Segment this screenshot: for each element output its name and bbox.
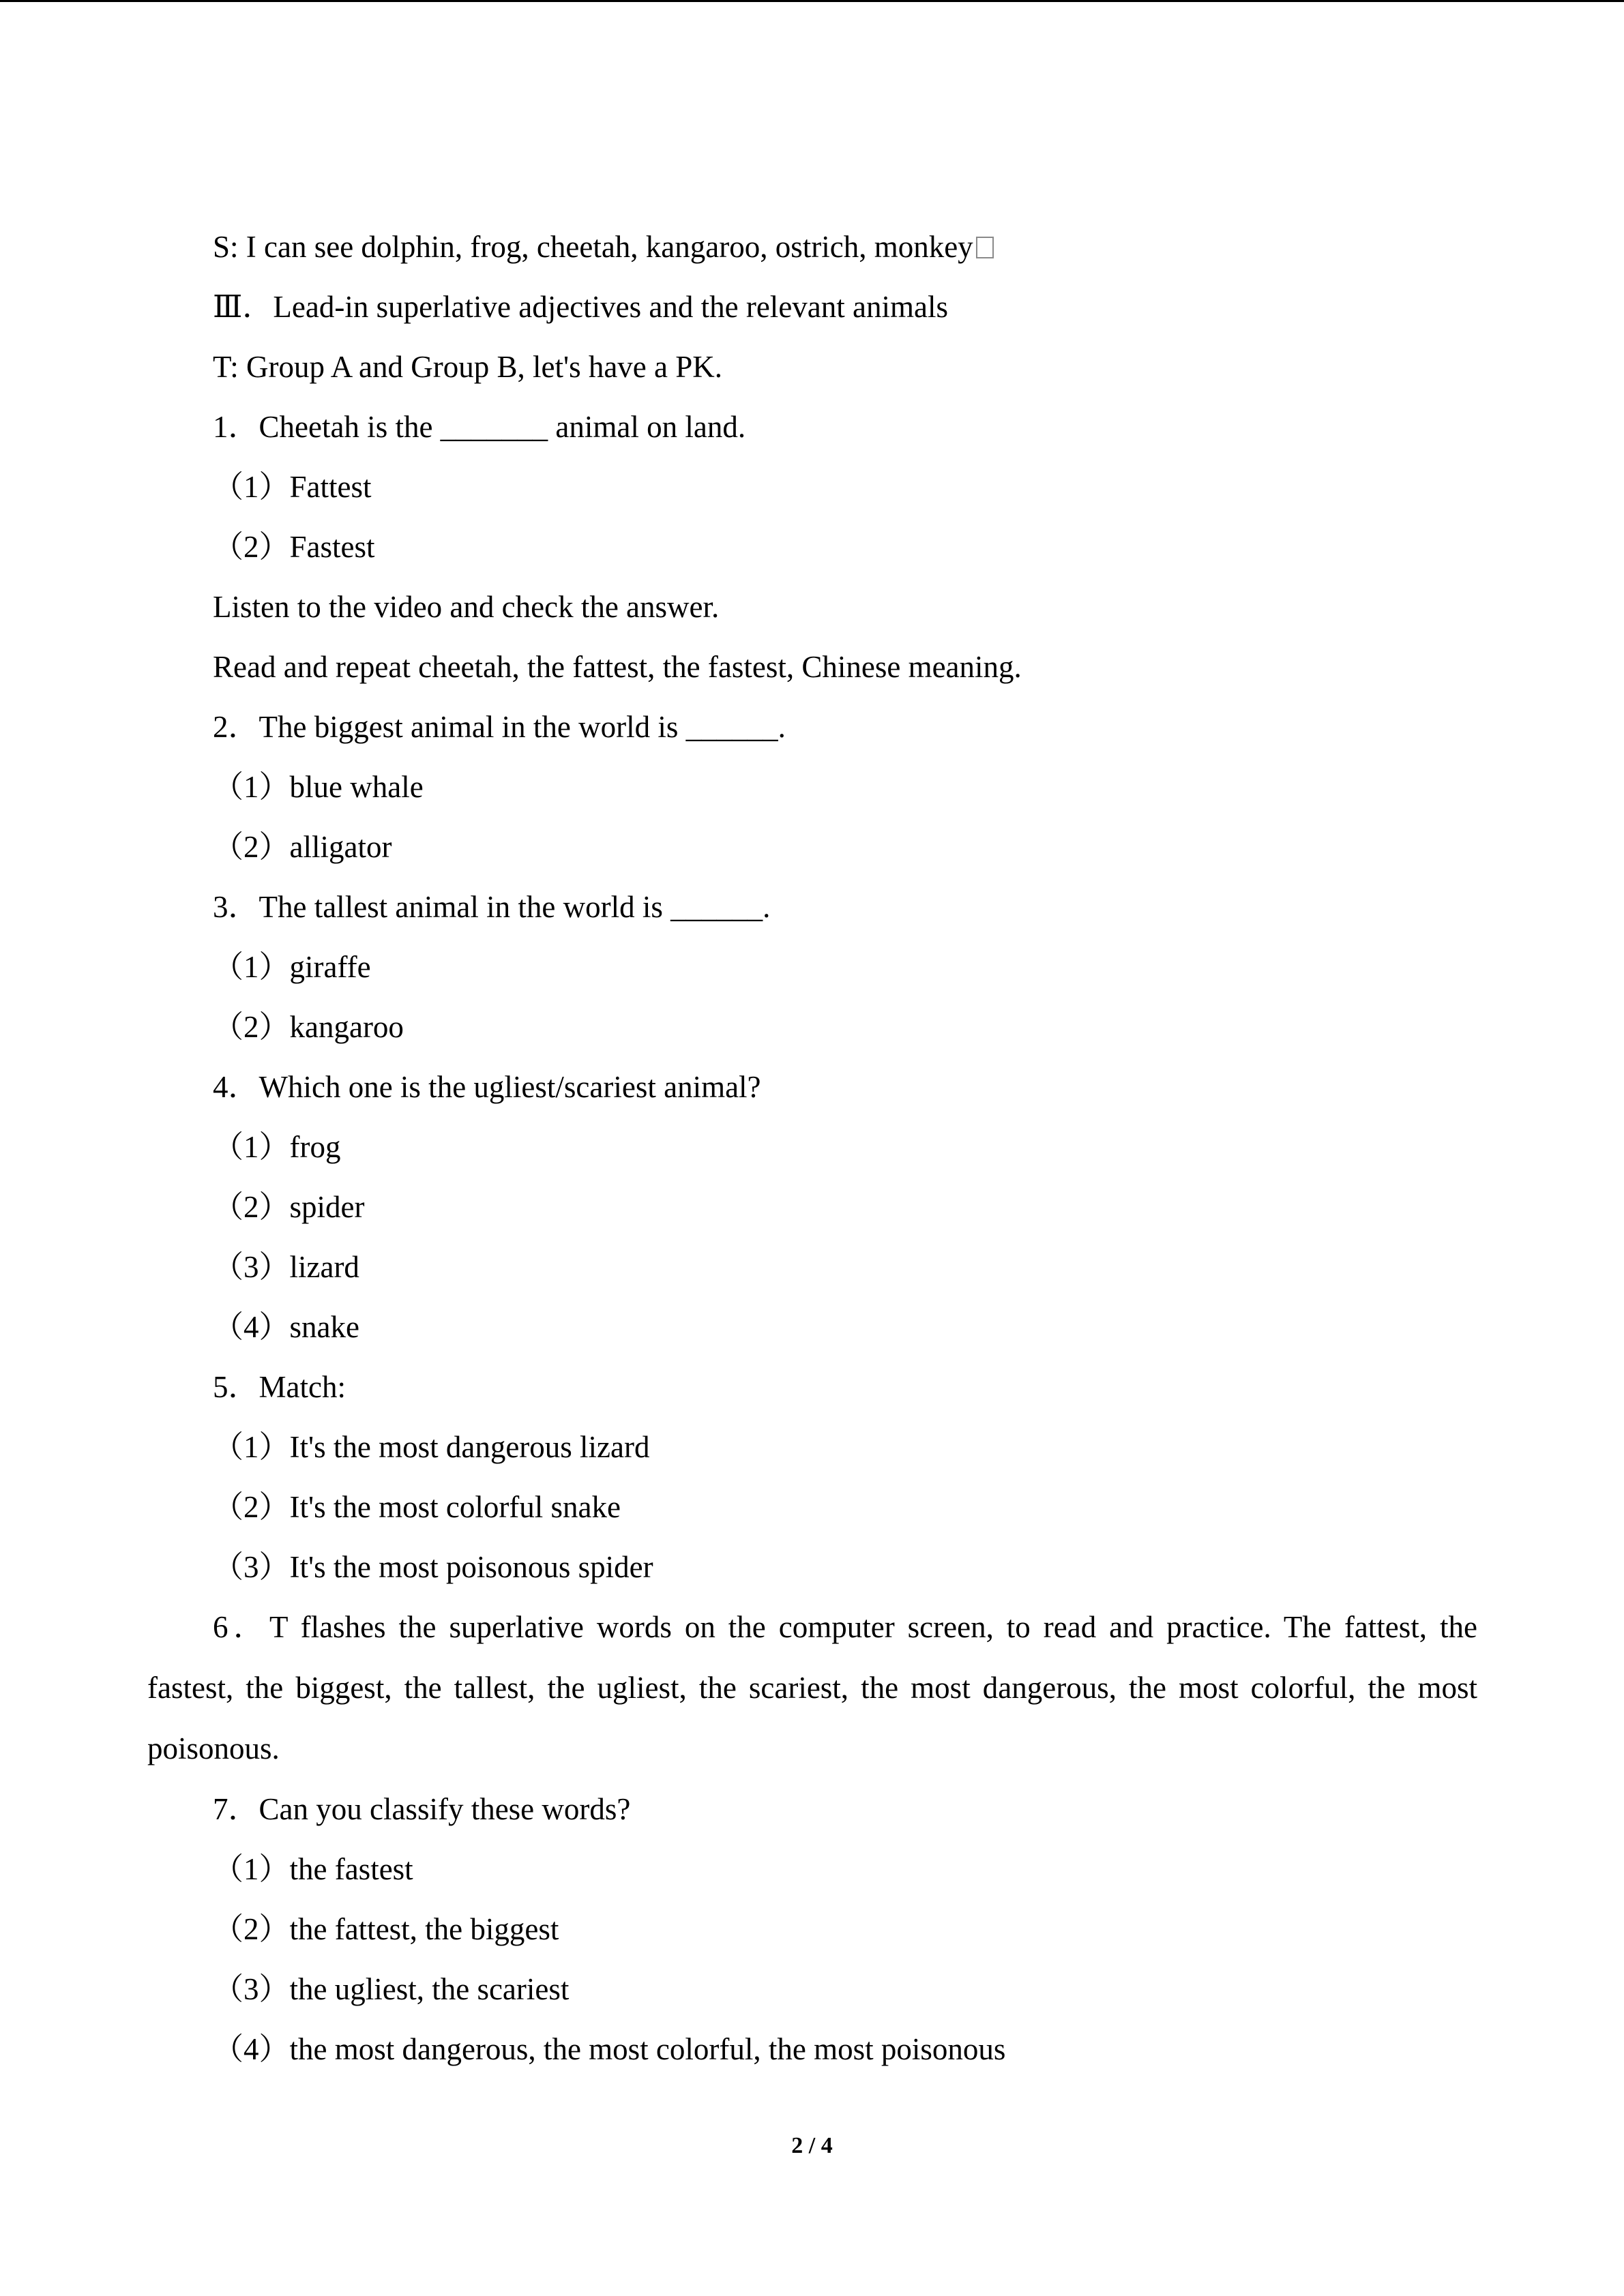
question-4-option-3: （3）lizard	[213, 1250, 359, 1284]
top-border-rule	[0, 0, 1624, 2]
student-response-line: S: I can see dolphin, frog, cheetah, kangaroo, ostrich, monkey	[147, 217, 1477, 277]
document-page	[147, 217, 1477, 2079]
question-3-option-2: （2）kangaroo	[213, 1010, 404, 1044]
question-7: 7．Can you classify these words?	[213, 1792, 631, 1826]
instruction-line: Listen to the video and check the answer.	[213, 590, 720, 624]
question-3-option-1: （1）giraffe	[213, 950, 371, 984]
question-4-option-2: （2）spider	[213, 1190, 365, 1224]
question-5: 5．Match:	[213, 1370, 346, 1404]
page-number: 2 / 4	[791, 2133, 833, 2158]
question-3: 3．The tallest animal in the world is ______.	[213, 890, 771, 924]
question-7-item-3: （3）the ugliest, the scariest	[213, 1972, 570, 2006]
paragraph-6: 6．T flashes the superlative words on the computer screen, to read and practice. The fattest, the fastest, the biggest, the tallest, the ugliest, the scariest, the most dangerous, the most colorful, the most poisonous.	[147, 1610, 1477, 1765]
question-5-item-2: （2）It's the most colorful snake	[213, 1490, 621, 1524]
question-7-item-1: （1）the fastest	[213, 1852, 413, 1886]
question-2: 2．The biggest animal in the world is ______.	[213, 710, 786, 744]
question-4-option-4: （4）snake	[213, 1310, 359, 1344]
question-7-item-4: （4）the most dangerous, the most colorful, the most poisonous	[213, 2032, 1006, 2066]
question-5-item-1: （1）It's the most dangerous lizard	[213, 1430, 650, 1464]
question-4-option-1: （1）frog	[213, 1130, 341, 1164]
question-1: 1．Cheetah is the _______ animal on land.	[213, 410, 746, 444]
teacher-line: T: Group A and Group B, let's have a PK.	[213, 350, 723, 384]
question-2-option-1: （1）blue whale	[213, 770, 424, 804]
question-7-item-2: （2）the fattest, the biggest	[213, 1912, 559, 1946]
question-1-option-2: （2）Fastest	[213, 530, 375, 564]
question-4: 4．Which one is the ugliest/scariest animal?	[213, 1070, 761, 1104]
question-2-option-2: （2）alligator	[213, 830, 392, 864]
question-5-item-3: （3）It's the most poisonous spider	[213, 1550, 653, 1584]
question-1-option-1: （1）Fattest	[213, 470, 372, 504]
missing-glyph-box	[976, 237, 994, 258]
section-heading: Ⅲ．Lead-in superlative adjectives and the relevant animals	[213, 290, 948, 324]
instruction-line: Read and repeat cheetah, the fattest, the fastest, Chinese meaning.	[213, 650, 1022, 684]
